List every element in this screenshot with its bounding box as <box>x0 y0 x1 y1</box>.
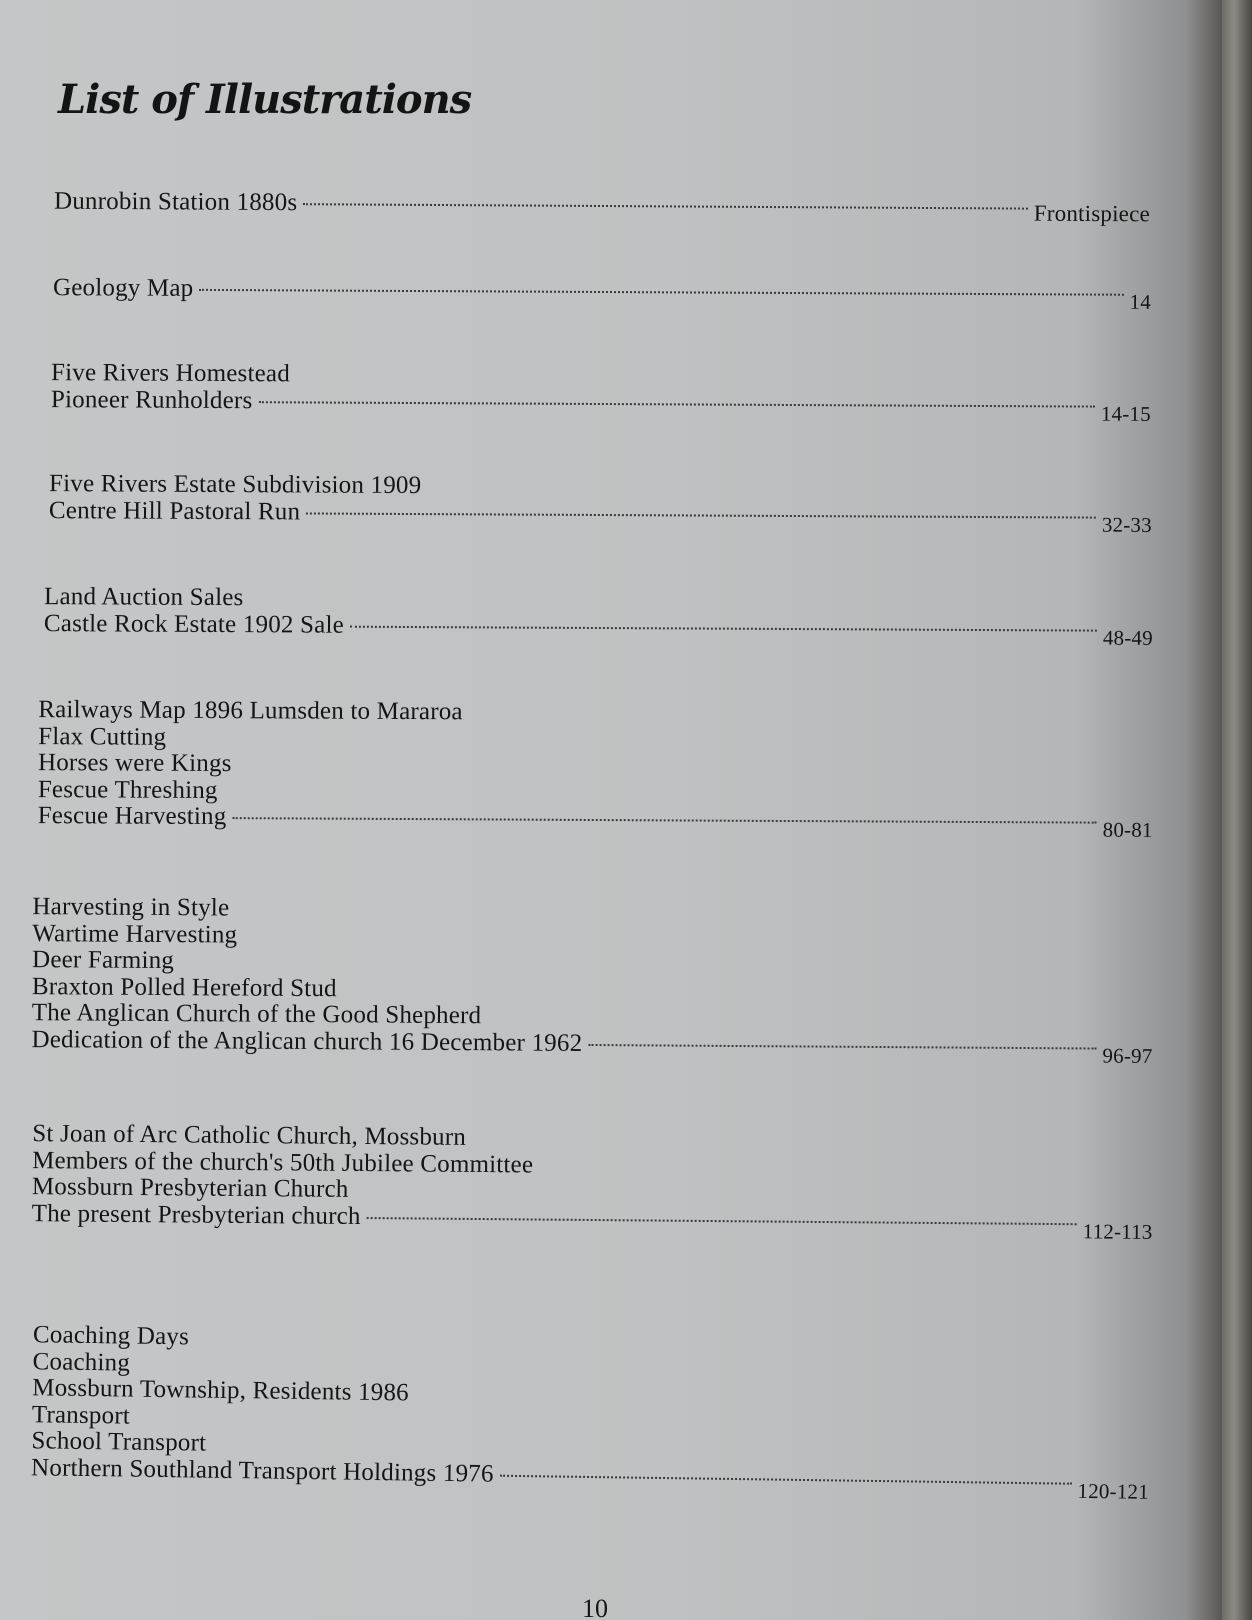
page-reference: 96-97 <box>1102 1043 1153 1068</box>
illustration-caption: Braxton Polled Hereford Stud <box>31 972 337 1002</box>
illustration-group <box>31 1120 1154 1244</box>
illustration-caption: Harvesting in Style <box>32 893 230 922</box>
dot-leader <box>500 1474 1072 1484</box>
page-reference: 48-49 <box>1102 625 1153 650</box>
illustration-caption: St Joan of Arc Catholic Church, Mossburn <box>32 1120 467 1151</box>
illustration-group <box>43 583 1153 650</box>
illustration-caption: Coaching <box>32 1347 131 1377</box>
illustration-caption: Deer Farming <box>32 946 175 975</box>
page-reference: Frontispiece <box>1033 200 1151 227</box>
dot-leader <box>306 512 1096 518</box>
illustration-caption: The Anglican Church of the Good Shepherd <box>31 999 482 1030</box>
dot-leader <box>367 1217 1077 1225</box>
illustration-caption: Dunrobin Station 1880s <box>53 187 298 217</box>
illustration-caption: Flax Cutting <box>38 722 167 751</box>
illustration-caption: Members of the church's 50th Jubilee Committee <box>32 1146 534 1178</box>
illustration-entry <box>53 187 1151 227</box>
illustration-caption: Railways Map 1896 Lumsden to Mararoa <box>38 696 463 726</box>
illustration-caption: Five Rivers Homestead <box>51 359 291 388</box>
page-reference: 14 <box>1129 289 1152 314</box>
book-spine-shadow <box>1222 0 1252 1620</box>
illustration-entry <box>37 802 1153 842</box>
illustration-caption: Dedication of the Anglican church 16 December 1962 <box>31 1025 583 1057</box>
dot-leader <box>588 1043 1096 1049</box>
dot-leader <box>303 203 1028 209</box>
dot-leader <box>232 817 1096 824</box>
illustration-group <box>52 274 1152 314</box>
illustration-caption: Mossburn Presbyterian Church <box>31 1173 349 1203</box>
dot-leader <box>350 625 1097 631</box>
page-reference: 112-113 <box>1082 1218 1153 1244</box>
illustration-caption: Transport <box>31 1400 131 1430</box>
illustration-caption: Northern Southland Transport Holdings 1976 <box>30 1453 494 1488</box>
illustration-entry <box>50 385 1151 426</box>
illustration-entry <box>52 274 1152 314</box>
illustration-group <box>30 1321 1151 1504</box>
illustration-entry <box>48 496 1152 537</box>
page-reference: 80-81 <box>1102 817 1153 842</box>
illustration-caption: Five Rivers Estate Subdivision 1909 <box>49 470 422 500</box>
illustration-caption: Mossburn Township, Residents 1986 <box>32 1374 410 1407</box>
page-number: 10 <box>582 1594 608 1620</box>
illustration-caption: Geology Map <box>52 274 194 302</box>
page-reference: 120-121 <box>1077 1478 1150 1504</box>
illustration-caption: Castle Rock Estate 1902 Sale <box>43 609 345 639</box>
illustration-group <box>50 359 1151 426</box>
illustration-caption: Horses were Kings <box>37 749 232 778</box>
dot-leader <box>199 289 1123 296</box>
illustration-group <box>31 893 1153 1068</box>
illustration-caption: School Transport <box>31 1427 207 1457</box>
illustration-caption: Fescue Harvesting <box>37 802 227 831</box>
illustration-entry <box>43 609 1153 650</box>
dot-leader <box>258 401 1094 407</box>
illustration-caption: The present Presbyterian church <box>31 1199 361 1230</box>
illustration-caption: Pioneer Runholders <box>50 385 253 414</box>
page-title: List of Illustrations <box>58 76 472 123</box>
illustration-group <box>53 187 1151 227</box>
illustration-caption: Coaching Days <box>32 1321 190 1351</box>
illustration-group <box>37 696 1154 842</box>
illustration-group <box>48 470 1152 537</box>
illustration-caption: Fescue Threshing <box>37 775 218 804</box>
illustration-caption: Centre Hill Pastoral Run <box>48 496 301 525</box>
page-reference: 32-33 <box>1101 512 1152 537</box>
illustration-caption: Land Auction Sales <box>44 583 244 612</box>
page-reference: 14-15 <box>1100 401 1151 426</box>
illustration-caption: Wartime Harvesting <box>32 919 238 949</box>
